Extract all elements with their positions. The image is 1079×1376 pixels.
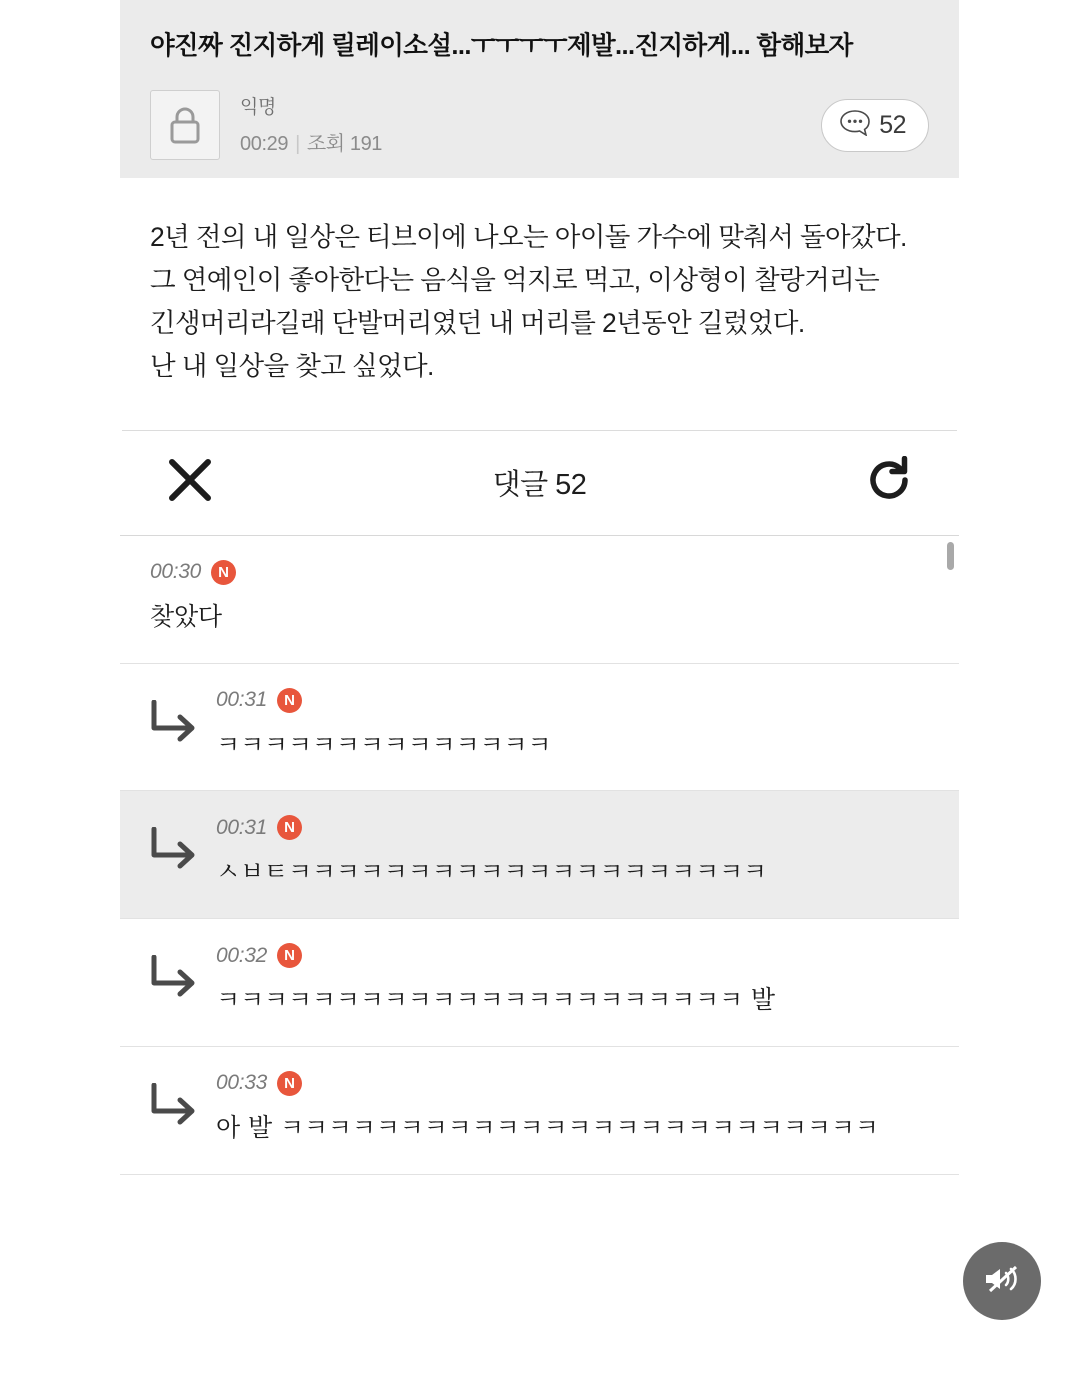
new-badge: N — [277, 688, 302, 713]
avatar — [150, 90, 220, 160]
comment-text: ㅅㅂㅌㅋㅋㅋㅋㅋㅋㅋㅋㅋㅋㅋㅋㅋㅋㅋㅋㅋㅋㅋㅋ — [216, 858, 767, 887]
comment-header — [216, 815, 929, 840]
new-badge: N — [277, 1071, 302, 1096]
comment-text: ㅋㅋㅋㅋㅋㅋㅋㅋㅋㅋㅋㅋㅋㅋ — [216, 730, 552, 759]
refresh-button[interactable] — [861, 455, 917, 511]
comment-content — [216, 943, 929, 1018]
comment-list — [120, 535, 959, 1175]
comment-count-label: 52 — [879, 110, 906, 139]
comment-toolbar — [120, 431, 959, 535]
reply-arrow-icon — [150, 943, 216, 1018]
meta-divider: | — [295, 132, 300, 155]
post-meta-row — [150, 90, 929, 160]
list-item[interactable] — [120, 536, 959, 664]
comment-text-prefix: 아 — [216, 1113, 240, 1142]
comment-content — [216, 688, 929, 763]
comment-text — [216, 984, 929, 1018]
reply-arrow-icon — [150, 815, 216, 890]
new-badge: N — [211, 560, 236, 585]
list-item[interactable] — [120, 919, 959, 1047]
comment-content — [216, 1071, 929, 1146]
reply-arrow-icon — [150, 688, 216, 763]
comment-count-button[interactable] — [821, 99, 929, 152]
comment-text-masked: 발 — [743, 986, 783, 1014]
comment-text: 찾았다 — [150, 602, 222, 631]
comment-section-title: 댓글 52 — [492, 469, 587, 502]
comment-text-main: ㅋㅋㅋㅋㅋㅋㅋㅋㅋㅋㅋㅋㅋㅋㅋㅋㅋㅋㅋㅋㅋㅋㅋㅋㅋ — [279, 1113, 879, 1142]
close-button[interactable] — [162, 455, 218, 511]
close-icon — [167, 457, 213, 508]
post-meta-text — [240, 95, 821, 156]
page-title: 야진짜 진지하게 릴레이소설...ㅜㅜㅜㅜ제발...진지하게... 함해보자 — [150, 32, 853, 60]
post-body-line-2: 그 연예인이 좋아한다는 음식을 억지로 먹고, 이상형이 찰랑거리는 긴생머리라길래 단발머리였던 내 머리를 2년동안 길렀었다. — [150, 265, 880, 339]
list-item[interactable] — [120, 664, 959, 792]
new-badge: N — [277, 943, 302, 968]
view-count: 조회 191 — [306, 132, 383, 155]
comment-time: 00:31 — [216, 688, 268, 712]
comment-header — [216, 1071, 929, 1096]
comment-time: 00:33 — [216, 1071, 268, 1095]
comment-time: 00:31 — [216, 815, 268, 839]
list-item[interactable] — [120, 1047, 959, 1175]
comment-text-main: ㅋㅋㅋㅋㅋㅋㅋㅋㅋㅋㅋㅋㅋㅋㅋㅋㅋㅋㅋㅋㅋㅋ — [216, 986, 743, 1015]
comment-bubble-icon — [840, 110, 870, 141]
lock-icon — [168, 106, 202, 144]
comment-text-masked: 발 — [240, 1114, 280, 1142]
refresh-icon — [865, 456, 913, 509]
post-body-line-1: 2년 전의 내 일상은 티브이에 나오는 아이돌 가수에 맞춰서 돌아갔다. — [150, 222, 907, 253]
post-header — [120, 0, 959, 178]
comment-header — [150, 560, 929, 585]
comment-content — [150, 560, 929, 635]
post-body — [120, 178, 959, 430]
post-frame — [120, 0, 959, 1376]
post-submeta — [240, 127, 821, 156]
comment-time: 00:32 — [216, 943, 268, 967]
author-name: 익명 — [240, 96, 276, 118]
reply-arrow-icon — [150, 1071, 216, 1146]
scrollbar-thumb[interactable] — [947, 542, 954, 570]
mute-icon — [980, 1257, 1024, 1306]
mute-button[interactable] — [963, 1242, 1041, 1320]
post-body-line-3: 난 내 일상을 찾고 싶었다. — [150, 350, 434, 381]
comment-time: 00:30 — [150, 560, 202, 584]
comment-text — [216, 1112, 929, 1146]
comment-header — [216, 688, 929, 713]
comment-content — [216, 815, 929, 890]
post-time: 00:29 — [240, 132, 289, 155]
list-item[interactable] — [120, 791, 959, 919]
comment-header — [216, 943, 929, 968]
new-badge: N — [277, 815, 302, 840]
